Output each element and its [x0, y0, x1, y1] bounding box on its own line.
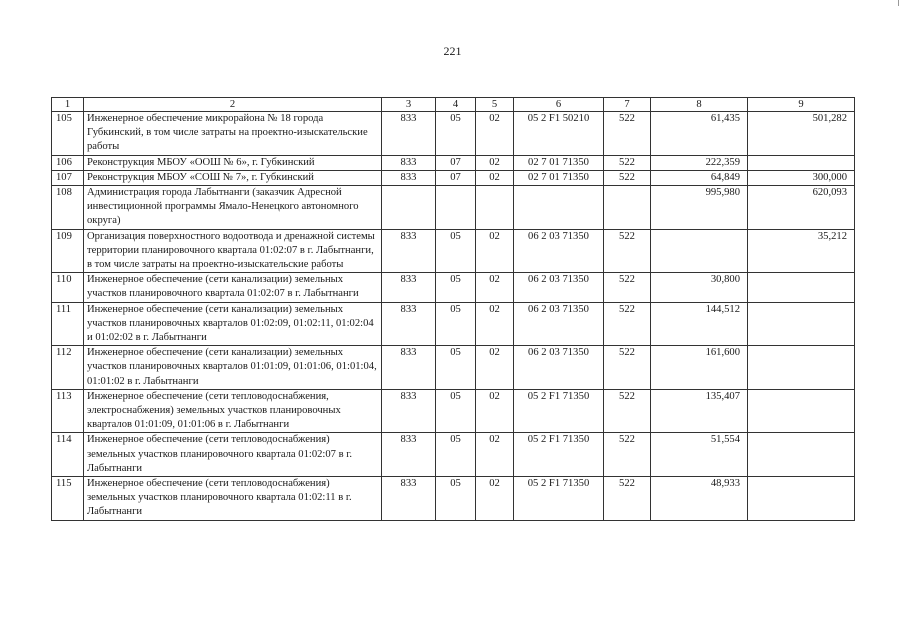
- amount-year2-cell: [748, 433, 855, 477]
- amount-year1-cell: 64,849: [651, 170, 748, 185]
- object-name-cell: Инженерное обеспечение (сети тепловодоснабжения, электроснабжения) земельных участков планировочных кварталов 01:01:09, 01:01:06 в г. Лабытнанги: [84, 389, 382, 433]
- table-row: [52, 433, 855, 477]
- ministry-code-cell: [382, 186, 436, 230]
- table-body: [52, 98, 855, 521]
- ministry-code-cell: 833: [382, 155, 436, 170]
- expense-type-cell: 522: [604, 389, 651, 433]
- ministry-code-cell: 833: [382, 477, 436, 521]
- header-cell: 8: [651, 98, 748, 112]
- amount-year2-cell: [748, 389, 855, 433]
- scan-edge-mark: [898, 0, 899, 6]
- table-row: [52, 477, 855, 521]
- header-cell: 5: [476, 98, 514, 112]
- target-article-cell: 05 2 F1 71350: [514, 477, 604, 521]
- ministry-code-cell: 833: [382, 302, 436, 346]
- amount-year1-cell: 135,407: [651, 389, 748, 433]
- object-name-cell: Инженерное обеспечение (сети тепловодоснабжения) земельных участков планировочного квартала 01:02:07 в г. Лабытнанги: [84, 433, 382, 477]
- section-code-cell: 05: [436, 433, 476, 477]
- expense-type-cell: 522: [604, 273, 651, 302]
- target-article-cell: 06 2 03 71350: [514, 346, 604, 390]
- amount-year1-cell: 48,933: [651, 477, 748, 521]
- section-code-cell: 05: [436, 229, 476, 273]
- row-number-cell: 106: [52, 155, 84, 170]
- object-name-cell: Реконструкция МБОУ «ООШ № 6», г. Губкинский: [84, 155, 382, 170]
- section-code-cell: 05: [436, 389, 476, 433]
- subsection-code-cell: 02: [476, 477, 514, 521]
- ministry-code-cell: 833: [382, 433, 436, 477]
- subsection-code-cell: 02: [476, 155, 514, 170]
- expense-type-cell: 522: [604, 229, 651, 273]
- page-number: 221: [443, 44, 462, 58]
- amount-year1-cell: 30,800: [651, 273, 748, 302]
- amount-year1-cell: [651, 229, 748, 273]
- ministry-code-cell: 833: [382, 346, 436, 390]
- target-article-cell: 05 2 F1 71350: [514, 433, 604, 477]
- header-cell: 6: [514, 98, 604, 112]
- expense-type-cell: 522: [604, 112, 651, 156]
- row-number-cell: 111: [52, 302, 84, 346]
- expense-type-cell: [604, 186, 651, 230]
- header-cell: 2: [84, 98, 382, 112]
- object-name-cell: Инженерное обеспечение (сети канализации) земельных участков планировочных кварталов 01:01:09, 01:01:06, 01:01:04, 01:01:02 в г. Лабытнанги: [84, 346, 382, 390]
- subsection-code-cell: 02: [476, 302, 514, 346]
- amount-year2-cell: 620,093: [748, 186, 855, 230]
- amount-year2-cell: [748, 155, 855, 170]
- amount-year2-cell: 501,282: [748, 112, 855, 156]
- row-number-cell: 114: [52, 433, 84, 477]
- target-article-cell: 06 2 03 71350: [514, 302, 604, 346]
- amount-year2-cell: [748, 302, 855, 346]
- amount-year1-cell: 222,359: [651, 155, 748, 170]
- table-row: [52, 346, 855, 390]
- section-code-cell: 07: [436, 170, 476, 185]
- header-cell: 4: [436, 98, 476, 112]
- object-name-cell: Реконструкция МБОУ «СОШ № 7», г. Губкинский: [84, 170, 382, 185]
- object-name-cell: Инженерное обеспечение (сети канализации) земельных участков планировочных кварталов 01:02:09, 01:02:11, 01:02:04 и 01:02:02 в г. Лабытнанги: [84, 302, 382, 346]
- object-name-cell: Организация поверхностного водоотвода и дренажной системы территории планировочного квартала 01:02:07 в г. Лабытнанги, в том числе затраты на проектно-изыскательские работы: [84, 229, 382, 273]
- target-article-cell: [514, 186, 604, 230]
- subsection-code-cell: 02: [476, 273, 514, 302]
- amount-year2-cell: [748, 273, 855, 302]
- section-code-cell: 05: [436, 346, 476, 390]
- ministry-code-cell: 833: [382, 389, 436, 433]
- row-number-cell: 105: [52, 112, 84, 156]
- header-cell: 7: [604, 98, 651, 112]
- section-code-cell: 05: [436, 477, 476, 521]
- expense-type-cell: 522: [604, 170, 651, 185]
- section-code-cell: 07: [436, 155, 476, 170]
- row-number-cell: 107: [52, 170, 84, 185]
- target-article-cell: 05 2 F1 71350: [514, 389, 604, 433]
- table-row: [52, 170, 855, 185]
- subsection-code-cell: 02: [476, 170, 514, 185]
- subsection-code-cell: 02: [476, 433, 514, 477]
- object-name-cell: Инженерное обеспечение (сети канализации) земельных участков планировочного квартала 01:02:07 в г. Лабытнанги: [84, 273, 382, 302]
- row-number-cell: 108: [52, 186, 84, 230]
- header-cell: 3: [382, 98, 436, 112]
- subsection-code-cell: 02: [476, 229, 514, 273]
- object-name-cell: Инженерное обеспечение (сети тепловодоснабжения) земельных участков планировочного квартала 01:02:11 в г. Лабытнанги: [84, 477, 382, 521]
- object-name-cell: Инженерное обеспечение микрорайона № 18 города Губкинский, в том числе затраты на проектно-изыскательские работы: [84, 112, 382, 156]
- target-article-cell: 06 2 03 71350: [514, 273, 604, 302]
- section-code-cell: 05: [436, 112, 476, 156]
- target-article-cell: 06 2 03 71350: [514, 229, 604, 273]
- table-row: [52, 302, 855, 346]
- subsection-code-cell: 02: [476, 346, 514, 390]
- expense-type-cell: 522: [604, 346, 651, 390]
- target-article-cell: 05 2 F1 50210: [514, 112, 604, 156]
- expense-type-cell: 522: [604, 477, 651, 521]
- row-number-cell: 109: [52, 229, 84, 273]
- row-number-cell: 113: [52, 389, 84, 433]
- budget-table: [51, 97, 855, 521]
- target-article-cell: 02 7 01 71350: [514, 170, 604, 185]
- table-row: [52, 273, 855, 302]
- table-row: [52, 389, 855, 433]
- subsection-code-cell: 02: [476, 112, 514, 156]
- table-row: [52, 229, 855, 273]
- table-row: [52, 155, 855, 170]
- amount-year2-cell: 35,212: [748, 229, 855, 273]
- budget-table-container: [51, 97, 855, 521]
- header-cell: 1: [52, 98, 84, 112]
- header-cell: 9: [748, 98, 855, 112]
- amount-year1-cell: 51,554: [651, 433, 748, 477]
- expense-type-cell: 522: [604, 302, 651, 346]
- row-number-cell: 115: [52, 477, 84, 521]
- table-row: [52, 112, 855, 156]
- table-header-row: [52, 98, 855, 112]
- object-name-cell: Администрация города Лабытнанги (заказчик Адресной инвестиционной программы Ямало-Ненецкого автономного округа): [84, 186, 382, 230]
- section-code-cell: 05: [436, 273, 476, 302]
- ministry-code-cell: 833: [382, 112, 436, 156]
- amount-year2-cell: [748, 346, 855, 390]
- amount-year2-cell: [748, 477, 855, 521]
- amount-year1-cell: 144,512: [651, 302, 748, 346]
- section-code-cell: 05: [436, 302, 476, 346]
- ministry-code-cell: 833: [382, 229, 436, 273]
- ministry-code-cell: 833: [382, 273, 436, 302]
- section-code-cell: [436, 186, 476, 230]
- amount-year2-cell: 300,000: [748, 170, 855, 185]
- subsection-code-cell: 02: [476, 389, 514, 433]
- amount-year1-cell: 61,435: [651, 112, 748, 156]
- amount-year1-cell: 161,600: [651, 346, 748, 390]
- expense-type-cell: 522: [604, 155, 651, 170]
- table-row: [52, 186, 855, 230]
- row-number-cell: 110: [52, 273, 84, 302]
- expense-type-cell: 522: [604, 433, 651, 477]
- subsection-code-cell: [476, 186, 514, 230]
- target-article-cell: 02 7 01 71350: [514, 155, 604, 170]
- row-number-cell: 112: [52, 346, 84, 390]
- ministry-code-cell: 833: [382, 170, 436, 185]
- amount-year1-cell: 995,980: [651, 186, 748, 230]
